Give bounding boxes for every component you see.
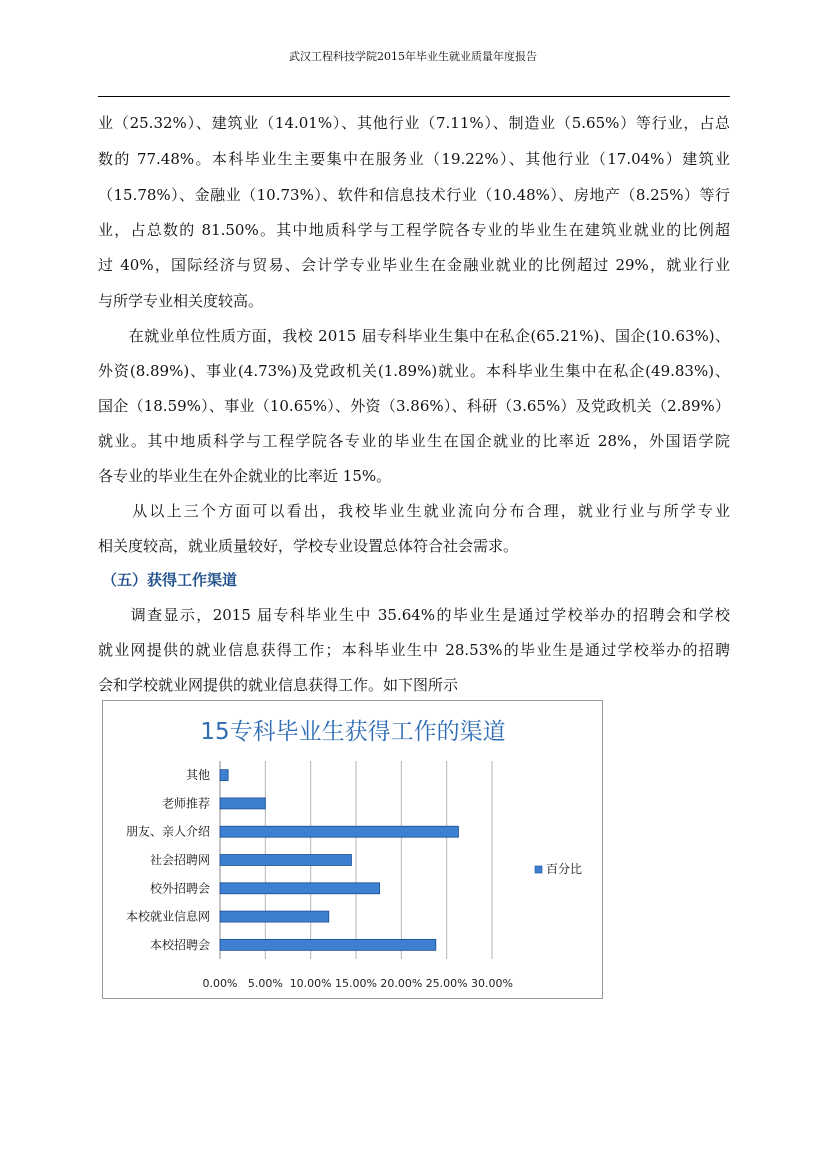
x-tick-label: 25.00% xyxy=(425,977,468,990)
bar xyxy=(220,798,265,809)
x-tick-label: 30.00% xyxy=(471,977,513,990)
chart-title: 15专科毕业生获得工作的渠道 xyxy=(200,719,506,745)
legend-swatch xyxy=(535,866,542,873)
bar xyxy=(220,911,329,922)
paragraph-line: 就业网提供的就业信息获得工作；本科毕业生中 28.53%的毕业生是通过学校举办的招聘 xyxy=(98,641,730,659)
x-tick-label: 15.00% xyxy=(335,977,377,990)
category-label: 朋友、亲人介绍 xyxy=(125,824,210,839)
bar xyxy=(220,826,458,837)
paragraph-line: 与所学专业相关度较高。 xyxy=(98,292,264,310)
bar xyxy=(220,855,351,866)
category-label: 老师推荐 xyxy=(161,796,210,811)
paragraph-line: 调查显示，2015 届专科毕业生中 35.64%的毕业生是通过学校举办的招聘会和学校 xyxy=(98,606,730,624)
category-label: 本校招聘会 xyxy=(149,937,210,952)
header-rule xyxy=(98,96,730,97)
category-label: 社会招聘网 xyxy=(149,853,210,867)
x-tick-label: 5.00% xyxy=(247,977,283,990)
section-heading: （五）获得工作渠道 xyxy=(102,571,238,589)
x-tick-label: 0.00% xyxy=(202,977,238,990)
paragraph-line: 国企（18.59%）、事业（10.65%）、外资（3.86%）、科研（3.65%）及党政机关（2.89%） xyxy=(98,397,730,415)
bar xyxy=(220,939,436,950)
x-tick-label: 20.00% xyxy=(380,977,423,990)
category-label: 其他 xyxy=(185,768,210,783)
paragraph-line: 各专业的毕业生在外企就业的比率近 15%。 xyxy=(98,467,392,485)
paragraph-line: 数的 77.48%。本科毕业生主要集中在服务业（19.22%）、其他行业（17.04%）建筑业 xyxy=(98,150,730,168)
legend-label: 百分比 xyxy=(546,862,583,876)
bar xyxy=(220,883,380,894)
paragraph-line: 相关度较高，就业质量较好，学校专业设置总体符合社会需求。 xyxy=(98,537,519,555)
paragraph-line: 在就业单位性质方面，我校 2015 届专科毕业生集中在私企(65.21%)、国企(10.63%)、 xyxy=(98,327,730,345)
paragraph-line: 业，占总数的 81.50%。其中地质科学与工程学院各专业的毕业生在建筑业就业的比例超 xyxy=(98,221,730,239)
page-header: 武汉工程科技学院2015年毕业生就业质量年度报告 xyxy=(289,50,537,63)
paragraph-line: 就业。其中地质科学与工程学院各专业的毕业生在国企就业的比率近 28%，外国语学院 xyxy=(98,432,730,450)
paragraph-line: 业（25.32%）、建筑业（14.01%）、其他行业（7.11%）、制造业（5.65%）等行业，占总 xyxy=(98,114,730,132)
category-label: 校外招聘会 xyxy=(149,881,210,896)
paragraph-line: 外资(8.89%)、事业(4.73%)及党政机关(1.89%)就业。本科毕业生集中在私企(49.83%)、 xyxy=(98,362,730,380)
paragraph-line: 过 40%，国际经济与贸易、会计学专业毕业生在金融业就业的比例超过 29%，就业行业 xyxy=(98,256,730,274)
paragraph-line: （15.78%）、金融业（10.73%）、软件和信息技术行业（10.48%）、房地产（8.25%）等行 xyxy=(98,186,730,204)
chart-svg xyxy=(103,701,604,1000)
paragraph-line: 从以上三个方面可以看出，我校毕业生就业流向分布合理，就业行业与所学专业 xyxy=(98,502,730,520)
x-tick-label: 10.00% xyxy=(289,977,332,990)
category-label: 本校就业信息网 xyxy=(125,909,210,924)
bar xyxy=(220,770,228,781)
channel-bar-chart xyxy=(102,700,603,999)
paragraph-line: 会和学校就业网提供的就业信息获得工作。如下图所示 xyxy=(98,676,459,694)
